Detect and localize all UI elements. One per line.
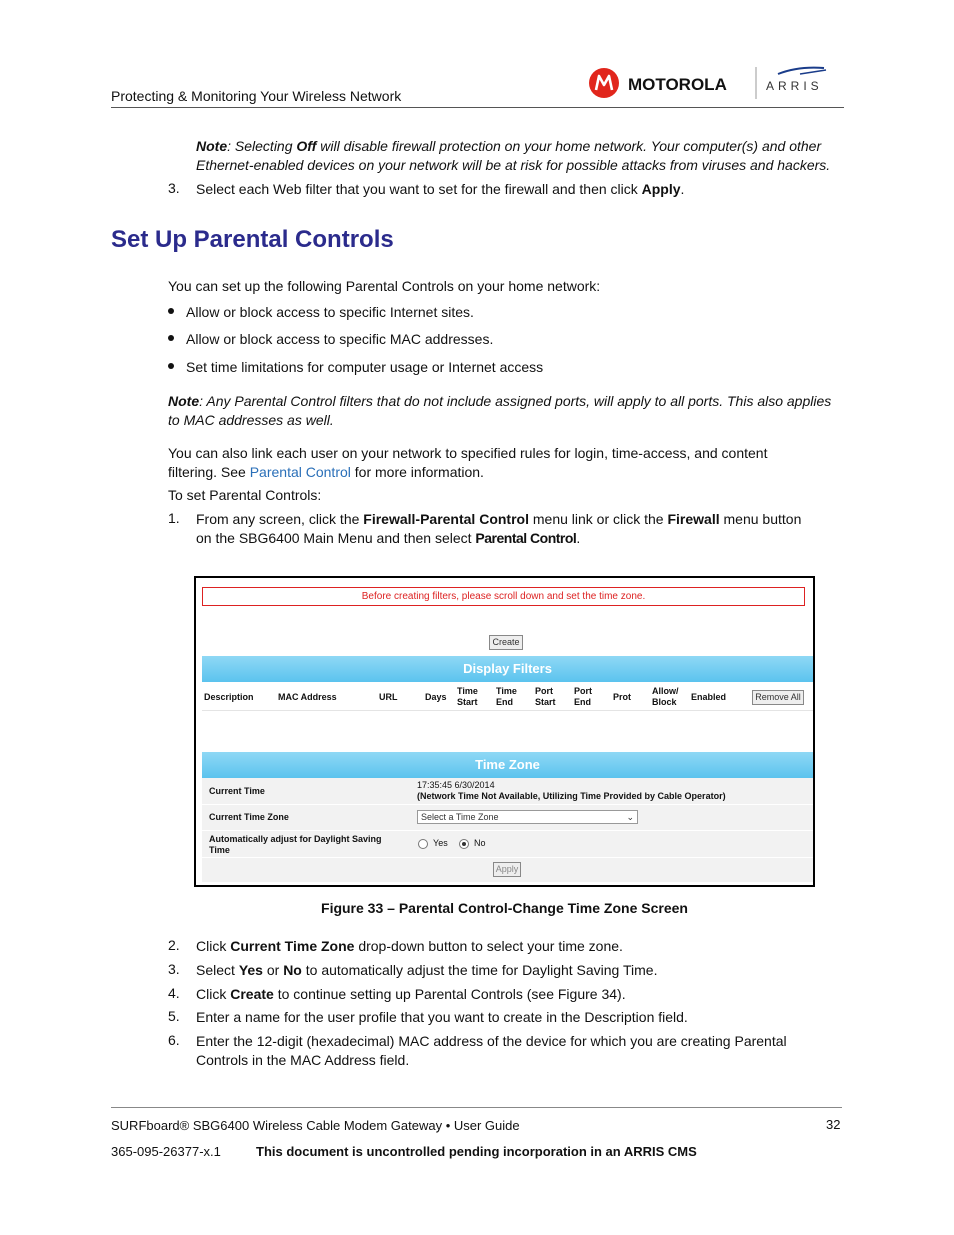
dst-label: Automatically adjust for Daylight Saving Time [209,834,382,855]
page-number: 32 [826,1117,841,1132]
step-text: Enter a name for the user profile that you want to create in the Description field. [196,1009,688,1025]
time-zone-header: Time Zone [202,752,813,778]
step-number: 6. [168,1032,180,1048]
radio-no[interactable] [459,839,469,849]
column-header: Prot [613,692,631,702]
column-header: Time End [496,686,517,707]
column-header: Port End [574,686,592,707]
current-tz-row [202,805,813,831]
step-number: 3. [168,961,180,977]
current-time-note: (Network Time Not Available, Utilizing Time Provided by Cable Operator) [417,791,726,801]
current-time-value: 17:35:45 6/30/2014 [417,780,495,790]
link-paragraph: You can also link each user on your network to specified rules for login, time-access, and content filtering. See Parental Control for more information. [168,445,768,480]
column-header: URL [379,692,398,702]
column-header: Time Start [457,686,478,707]
step-number: 3. [168,180,180,196]
page-title: Set Up Parental Controls [111,226,394,253]
lead-text: You can set up the following Parental Controls on your home network: [168,278,601,294]
column-header: Days [425,692,447,702]
motorola-wordmark: MOTOROLA [628,75,727,94]
step-text: Click Create to continue setting up Parental Controls (see Figure 34). [196,986,626,1002]
radio-yes[interactable] [418,839,428,849]
column-header: Enabled [691,692,727,702]
display-filters-header: Display Filters [202,656,813,682]
screenshot-figure [194,576,815,887]
list-item: Set time limitations for computer usage or Internet access [168,359,543,375]
dst-row [202,831,813,858]
column-header: MAC Address [278,692,337,702]
doc-notice: This document is uncontrolled pending incorporation in an ARRIS CMS [256,1144,697,1159]
dst-no-option[interactable]: No [459,838,486,849]
parental-control-link[interactable]: Parental Control [249,464,351,480]
step-number: 4. [168,985,180,1001]
column-header: Allow/ Block [652,686,679,707]
warning-banner: Before creating filters, please scroll down and set the time zone. [202,587,805,606]
chevron-down-icon: ⌄ [626,812,634,822]
doc-id: 365-095-26377-x.1 [111,1144,221,1159]
column-header: Port Start [535,686,556,707]
figure-caption: Figure 33 – Parental Control-Change Time Zone Screen [321,900,688,916]
brand-logos [588,64,838,102]
parental-note: Note: Any Parental Control filters that do not include assigned ports, will apply to all ports. This also applies to MAC addresses as well. [168,393,832,428]
list-item: Allow or block access to specific MAC addresses. [168,331,493,347]
list-item: Allow or block access to specific Internet sites. [168,304,474,320]
step-text: Click Current Time Zone drop-down button to select your time zone. [196,938,623,954]
remove-all-button[interactable]: Remove All [752,690,804,705]
step-number: 5. [168,1008,180,1024]
current-time-label: Current Time [209,786,265,796]
create-button[interactable]: Create [489,635,523,650]
divider [202,710,813,711]
footer-rule [111,1107,842,1108]
header-section-title: Protecting & Monitoring Your Wireless Network [111,88,402,104]
column-header: Description [204,692,254,702]
step-number: 2. [168,937,180,953]
to-set-text: To set Parental Controls: [168,487,322,503]
current-time-row [202,778,813,805]
step-text: Enter the 12-digit (hexadecimal) MAC address of the device for which you are creating Parental Controls in the MAC Address field. [196,1033,787,1068]
dst-yes-option[interactable]: Yes [418,838,448,849]
arris-wordmark: ARRIS [766,79,823,93]
apply-button[interactable]: Apply [493,862,521,877]
current-tz-label: Current Time Zone [209,812,289,822]
footer-guide-title: SURFboard® SBG6400 Wireless Cable Modem Gateway • User Guide [111,1118,520,1133]
step-text: From any screen, click the Firewall-Parental Control menu link or click the Firewall menu button on the SBG6400 Main Menu and then select Parental Control. [196,511,802,546]
time-zone-select[interactable]: Select a Time Zone ⌄ [417,810,638,824]
firewall-note: Note: Selecting Off will disable firewall protection on your home network. Your computer(s) and other Ethernet-enabled devices on your network will be at risk for possible attacks from viruses and hackers. [196,138,831,173]
step-text: Select each Web filter that you want to set for the firewall and then click Apply. [196,181,685,197]
apply-row [202,858,813,883]
header-rule [111,107,844,108]
motorola-logo-icon [588,64,838,102]
step-text: Select Yes or No to automatically adjust the time for Daylight Saving Time. [196,962,658,978]
step-number: 1. [168,510,180,526]
